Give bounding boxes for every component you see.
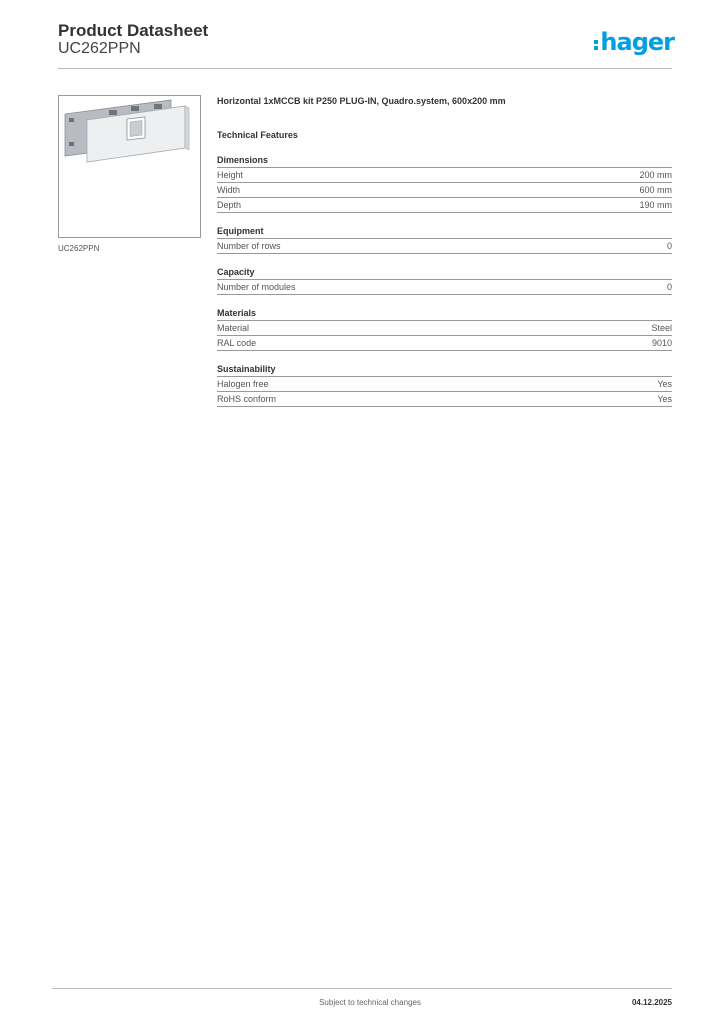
product-details: [217, 95, 672, 407]
product-image: [58, 95, 201, 238]
feature-sections: [217, 154, 672, 407]
section-title: Capacity: [217, 266, 672, 280]
feature-value: 200 mm: [639, 170, 672, 180]
page-title: Product Datasheet: [58, 21, 209, 40]
section-title: Sustainability: [217, 363, 672, 377]
feature-label: Material: [217, 323, 250, 333]
section-dimensions: [217, 154, 672, 213]
feature-value: 0: [666, 241, 672, 251]
feature-value: Steel: [651, 323, 672, 333]
product-code: UC262PPN: [58, 40, 141, 57]
section-materials: [217, 307, 672, 351]
section-capacity: [217, 266, 672, 295]
section-sustainability: [217, 363, 672, 407]
technical-features-heading: Technical Features: [217, 130, 298, 140]
footer-divider: [52, 988, 672, 989]
feature-label: Halogen free: [217, 379, 269, 389]
logo-dots-icon: [594, 40, 598, 50]
feature-row: [217, 392, 672, 407]
section-equipment: [217, 225, 672, 254]
feature-row: [217, 377, 672, 392]
feature-row: [217, 198, 672, 213]
feature-value: Yes: [657, 379, 672, 389]
feature-value: 0: [666, 282, 672, 292]
feature-label: Depth: [217, 200, 242, 210]
feature-value: 9010: [651, 338, 672, 348]
footer-date: 04.12.2025: [631, 998, 672, 1007]
section-title: Dimensions: [217, 154, 672, 168]
footer-note: Subject to technical changes: [319, 998, 421, 1007]
logo-text: hager: [600, 28, 674, 56]
feature-label: Height: [217, 170, 244, 180]
feature-row: [217, 280, 672, 295]
header-divider: [58, 68, 672, 69]
section-title: Equipment: [217, 225, 672, 239]
feature-row: [217, 239, 672, 254]
product-illustration-icon: [59, 96, 200, 237]
feature-label: RAL code: [217, 338, 257, 348]
feature-row: [217, 183, 672, 198]
hager-logo: [594, 27, 674, 57]
feature-row: [217, 336, 672, 351]
feature-value: Yes: [657, 394, 672, 404]
feature-label: RoHS conform: [217, 394, 277, 404]
feature-value: 190 mm: [639, 200, 672, 210]
feature-row: [217, 321, 672, 336]
feature-row: [217, 168, 672, 183]
image-caption: UC262PPN: [58, 244, 100, 253]
section-title: Materials: [217, 307, 672, 321]
feature-value: 600 mm: [639, 185, 672, 195]
product-description: Horizontal 1xMCCB kit P250 PLUG-IN, Quadro.system, 600x200 mm: [217, 96, 506, 106]
feature-label: Number of modules: [217, 282, 296, 292]
feature-label: Number of rows: [217, 241, 281, 251]
feature-label: Width: [217, 185, 241, 195]
